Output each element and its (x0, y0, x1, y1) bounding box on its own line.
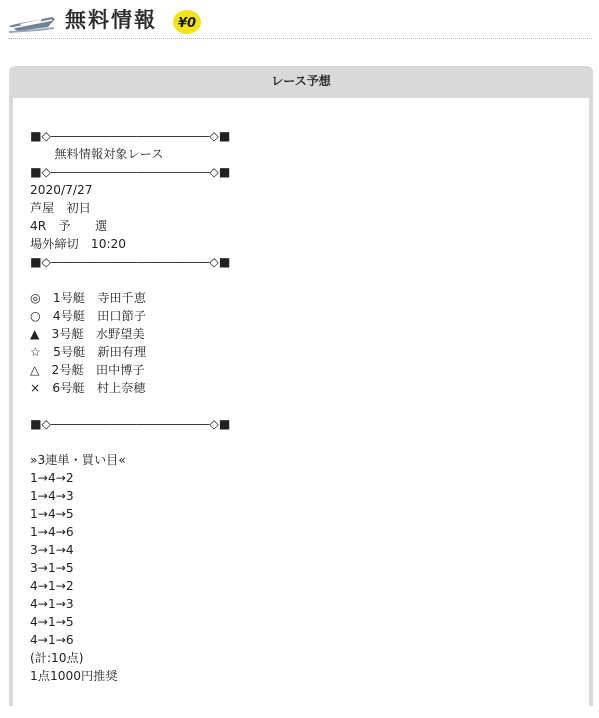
speedboat-logo-icon (8, 9, 56, 35)
panel-body (13, 98, 589, 718)
yen-badge-label: ¥0 (177, 16, 197, 31)
race-date: 2020/7/27 (30, 183, 93, 197)
page-header (8, 0, 592, 39)
bet-combo: 1→4→6 (30, 525, 74, 539)
bet-combo: 4→1→6 (30, 633, 74, 647)
divider: ■◇―――――――――――――◇■ (30, 129, 231, 143)
race-heading: 無料情報対象レース (30, 147, 164, 161)
bets-heading: »3連単・買い目« (30, 453, 126, 467)
prediction-row: ▲ 3号艇 水野望美 (30, 327, 145, 341)
bet-combo: 1→4→3 (30, 489, 74, 503)
divider: ■◇―――――――――――――◇■ (30, 165, 231, 179)
bet-combo: 1→4→2 (30, 471, 74, 485)
yen-zero-badge-icon (172, 9, 202, 35)
race-venue-day: 芦屋 初日 (30, 201, 91, 215)
prediction-row: × 6号艇 村上奈穂 (30, 381, 146, 395)
panel-title: レース予想 (271, 74, 331, 88)
divider: ■◇―――――――――――――◇■ (30, 255, 231, 269)
bet-combo: 4→1→5 (30, 615, 74, 629)
bets-stake: 1点1000円推奨 (30, 669, 118, 683)
bet-combo: 1→4→5 (30, 507, 74, 521)
race-name: 4R 予 選 (30, 219, 108, 233)
divider: ■◇―――――――――――――◇■ (30, 417, 231, 431)
bets-total: (計:10点) (30, 651, 84, 665)
bet-combo: 4→1→3 (30, 597, 74, 611)
prediction-content (30, 127, 230, 685)
prediction-row: △ 2号艇 田中博子 (30, 363, 145, 377)
page-title: 無料情報 (65, 8, 157, 32)
race-deadline: 場外締切 10:20 (30, 237, 127, 251)
bet-combo: 3→1→5 (30, 561, 74, 575)
bet-combo: 3→1→4 (30, 543, 74, 557)
prediction-row: ○ 4号艇 田口節子 (30, 309, 146, 323)
prediction-row: ☆ 5号艇 新田有理 (30, 345, 147, 359)
prediction-row: ◎ 1号艇 寺田千恵 (30, 291, 146, 305)
bet-combo: 4→1→2 (30, 579, 74, 593)
race-prediction-panel (9, 66, 593, 706)
